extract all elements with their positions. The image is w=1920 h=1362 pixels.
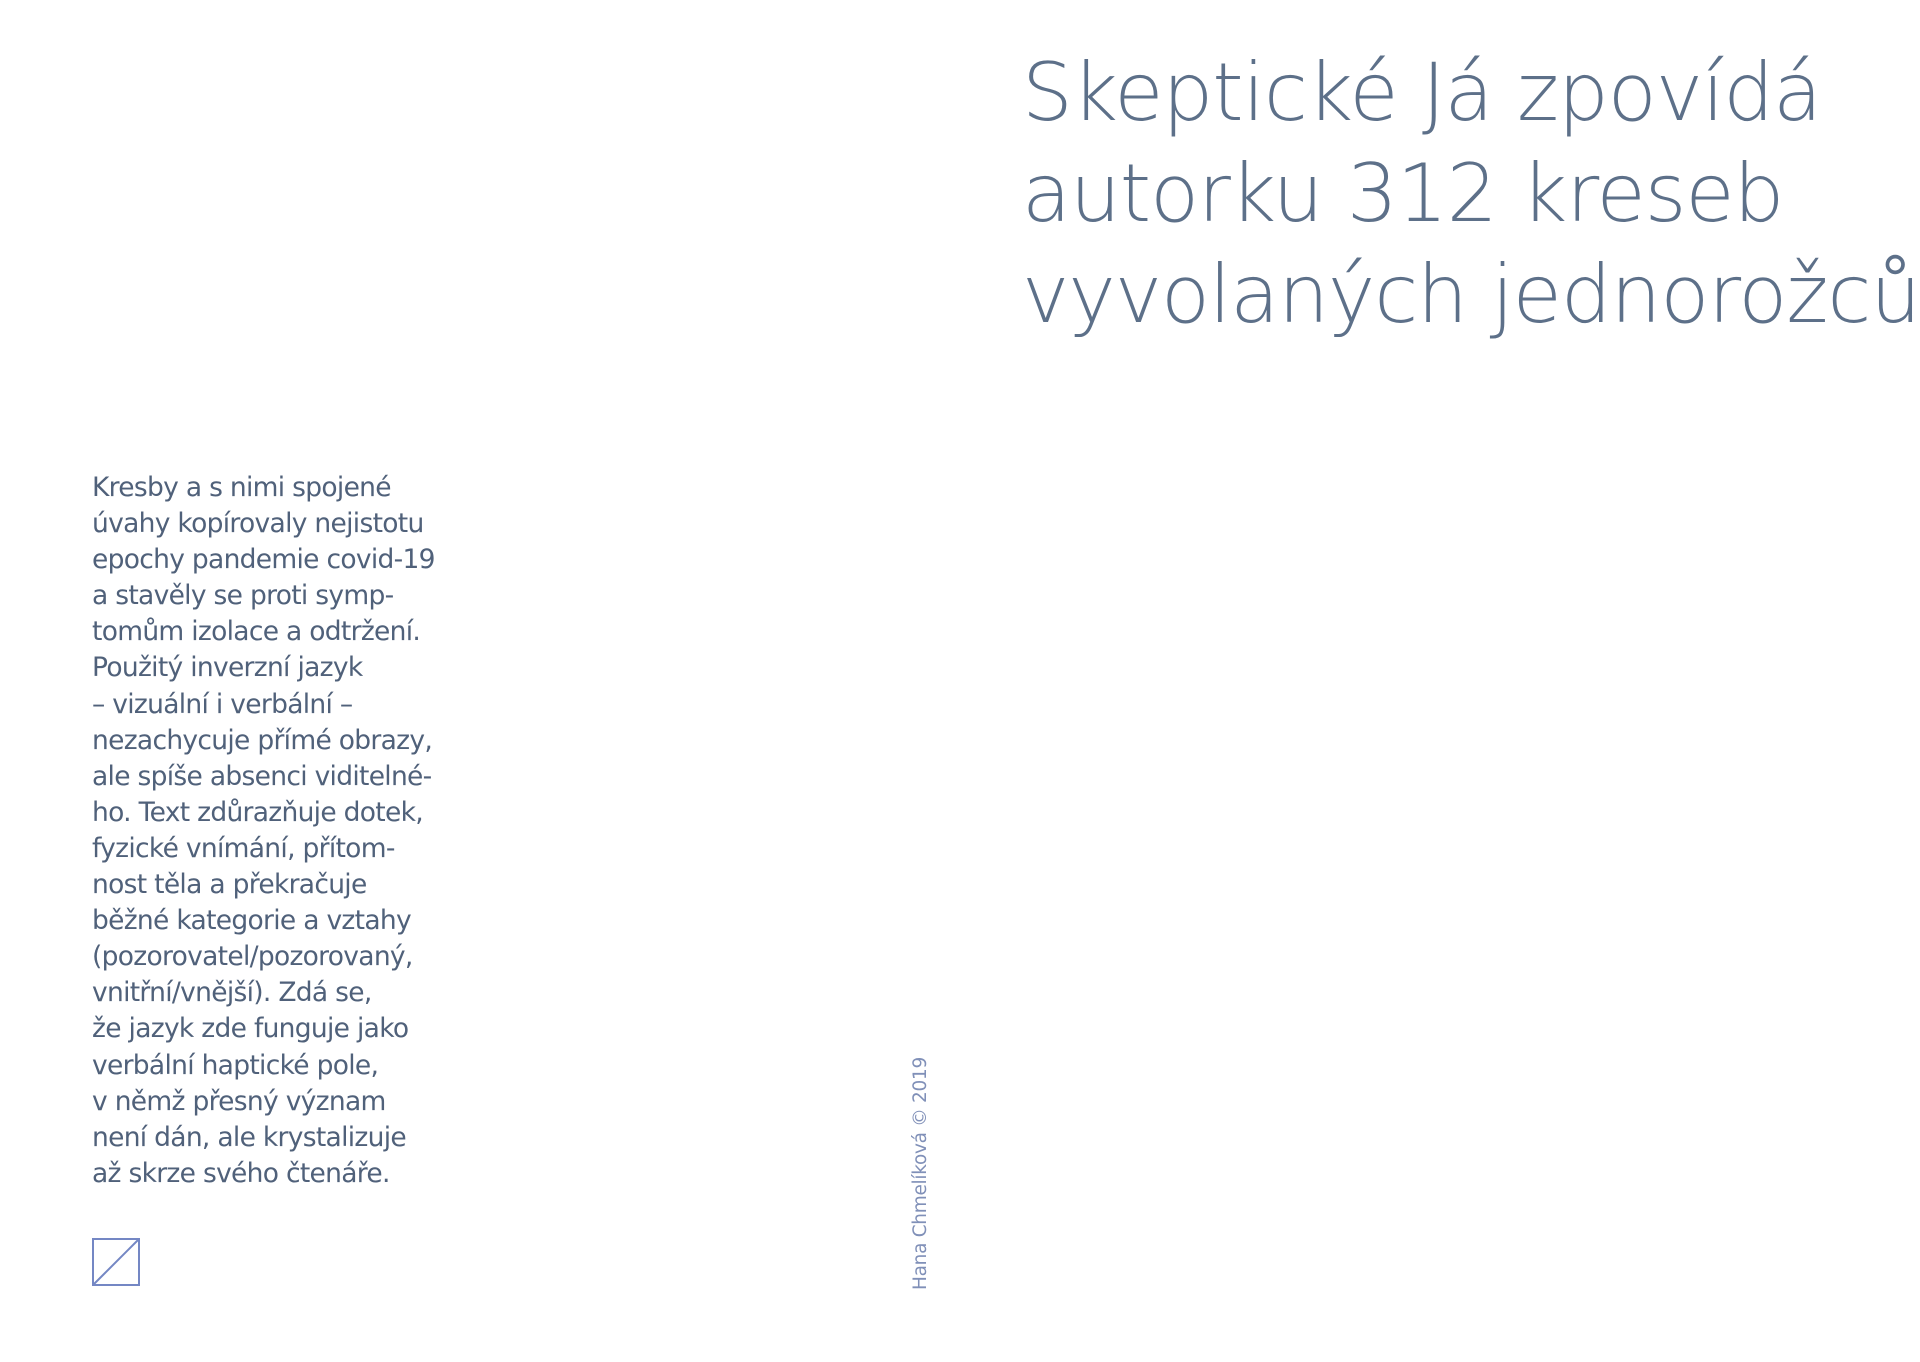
blurb-line: že jazyk zde funguje jako [92,1013,409,1045]
blurb-line: verbální haptické pole, [92,1049,379,1081]
blurb-line: nost těla a překračuje [92,869,367,901]
blurb-line: – vizuální i verbální – [92,688,353,720]
book-title-line: Skeptické Já zpovídá [1022,46,1822,139]
blurb-line: v němž přesný význam [92,1085,386,1117]
book-title-line: autorku 312 kreseb [1022,147,1784,240]
blurb-line: Kresby a s nimi spojené [92,472,391,503]
blurb-line: není dán, ale krystalizuje [92,1121,406,1153]
book-title [1022,42,1920,345]
blurb-line: tomům izolace a odtržení. [92,616,421,648]
blurb-line: ho. Text zdůrazňuje dotek, [92,796,423,828]
spine-author-copyright: Hana Chmelíková © 2019 [910,1057,931,1290]
book-title-line: vyvolaných jednorožců [1022,248,1920,341]
blurb-line: úvahy kopírovaly nejistotu [92,508,424,540]
blurb-line: (pozorovatel/pozorovaný, [92,941,413,973]
blurb-line: nezachycuje přímé obrazy, [92,724,433,756]
back-cover-blurb [92,470,492,1192]
blurb-line: vnitřní/vnější). Zdá se, [92,977,372,1009]
blurb-line: epochy pandemie covid-19 [92,544,435,576]
blurb-line: Použitý inverzní jazyk [92,652,363,684]
blurb-line: až skrze svého čtenáře. [92,1157,390,1189]
blurb-line: fyzické vnímání, přítom- [92,832,395,864]
square-diagonal-logo-icon [92,1238,140,1286]
blurb-line: a stavěly se proti symp- [92,580,394,612]
blurb-line: běžné kategorie a vztahy [92,905,411,937]
blurb-line: ale spíše absenci viditelné- [92,760,432,792]
